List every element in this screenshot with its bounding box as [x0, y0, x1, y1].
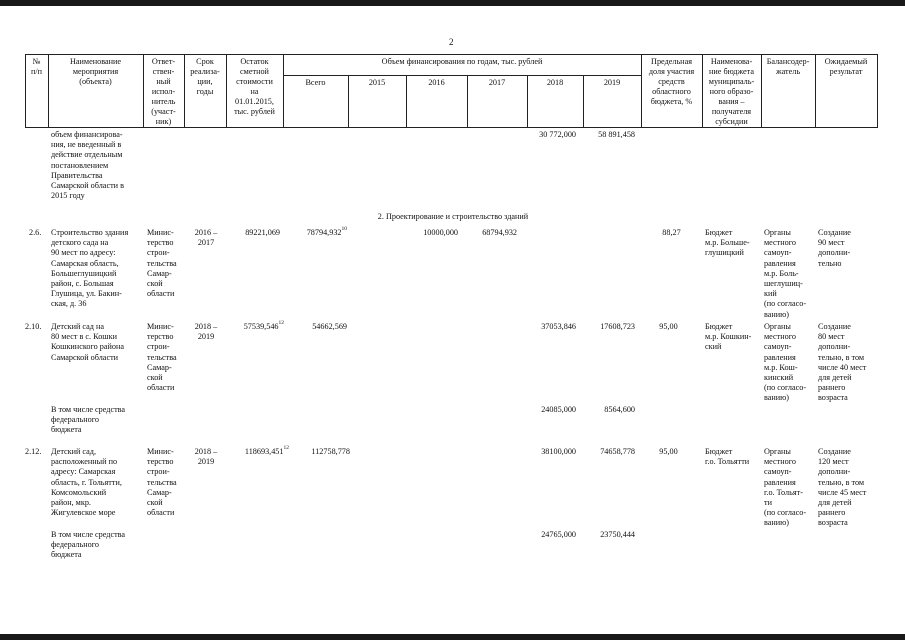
- header-budget: Наименова- ние бюджета муниципаль- ного образо- вания – получателя субсидии: [708, 57, 755, 126]
- cont-2019: 58 891,458: [598, 130, 635, 139]
- row-210-2019: 17608,723: [600, 322, 635, 331]
- row-210-num: 2.10.: [25, 322, 42, 331]
- row-212-budget: Бюджет г.о. Тольятти: [705, 447, 750, 467]
- row-26-limit: 88,27: [662, 228, 681, 237]
- row-26-term: 2016 – 2017: [194, 228, 218, 248]
- row-212-result: Создание 120 мест дополни- тельно, в том числе 45 мест для детей раннего возраста: [818, 447, 867, 528]
- header-remainder: Остаток сметной стоимости на 01.01.2015, тыс. рублей: [234, 57, 275, 116]
- header-2018: 2018: [546, 78, 564, 87]
- row-210-resp: Минис- терство строи- тельства Самар- ской области: [147, 322, 177, 393]
- header-result: Ожидаемый результат: [824, 57, 868, 76]
- row-212-num: 2.12.: [25, 447, 42, 456]
- header-2019: 2019: [603, 78, 621, 87]
- row-26-total: 78794,932$^{10}$: [306, 226, 347, 237]
- header-2016: 2016: [428, 78, 445, 87]
- row-212-fed-2018: 24765,000: [541, 530, 576, 539]
- row-212-resp: Минис- терство строи- тельства Самар- ской области: [147, 447, 177, 518]
- row-26-result: Создание 90 мест дополни- тельно: [818, 228, 851, 268]
- row-212-2018: 38100,000: [541, 447, 576, 456]
- row-26-budget: Бюджет м.р. Больше- глушицкий: [705, 228, 750, 258]
- row-210-fed-2018: 24085,000: [541, 405, 576, 414]
- row-210-result: Создание 80 мест дополни- тельно, в том числе 40 мест для детей раннего возраста: [818, 322, 867, 403]
- row-26-holder: Органы местного самоуп- равления м.р. Боль- шеглушиц- кий (по согласо- ванию): [764, 228, 807, 319]
- row-26-resp: Минис- терство строи- тельства Самар- ской области: [147, 228, 177, 299]
- row-26-total-footnote: 10: [341, 226, 347, 233]
- header-num: № п/п: [30, 57, 43, 76]
- row-26-rest: 89221,069: [245, 228, 280, 237]
- header-name: Наименование мероприятия (объекта): [69, 57, 121, 86]
- row-212-holder: Органы местного самоуп- равления г.о. Тольят- ти (по согласо- ванию): [764, 447, 807, 528]
- row-210-rest-footnote: 12: [278, 320, 284, 327]
- row-210-fed-2019: 8564,600: [604, 405, 635, 414]
- row-210-rest: 57539,546$^{12}$: [243, 320, 284, 331]
- header-limit: Предельная доля участия средств областного бюджета, %: [648, 57, 695, 106]
- row-212-fed-label: В том числе средства федерального бюджета: [51, 530, 126, 560]
- row-210-limit: 95,00: [659, 322, 678, 331]
- row-210-holder: Органы местного самоуп- равления м.р. Кош- кинский (по согласо- ванию): [764, 322, 807, 403]
- header-responsible: Ответ- ствен- ный испол- нитель (участ- ник): [151, 57, 176, 126]
- scan-bottom-border: [0, 634, 905, 640]
- row-212-name: Детский сад, расположенный по адресу: Самарская область, г. Тольятти, Комсомольский район, мкр. Жигулевское море: [51, 447, 122, 518]
- cont-2018: 30 772,000: [539, 130, 576, 139]
- row-210-2018: 37053,846: [541, 322, 576, 331]
- header-volume: Объем финансирования по годам, тыс. рублей: [381, 57, 543, 66]
- row-210-fed-label: В том числе средства федерального бюджета: [51, 405, 126, 435]
- page-number: 2: [449, 37, 454, 47]
- section-title: 2. Проектирование и строительство зданий: [377, 212, 529, 221]
- header-total: Всего: [305, 78, 326, 87]
- header-term: Срок реализа- ции, годы: [190, 57, 220, 96]
- header-2015: 2015: [368, 78, 386, 87]
- cont-name: объем финансирова- ния, не введенный в действие отдельным постановлением Правительства Самарской области в 2015 году: [51, 130, 124, 201]
- row-210-total: 54662,569: [312, 322, 347, 331]
- row-212-fed-2019: 23750,444: [600, 530, 635, 539]
- scan-top-border: [0, 0, 905, 6]
- row-212-rest-footnote: 12: [283, 445, 289, 452]
- row-26-2017: 68794,932: [482, 228, 517, 237]
- row-210-name: Детский сад на 80 мест в с. Кошки Кошкинского района Самарской области: [51, 322, 124, 362]
- row-26-name: Строительство здания детского сада на 90 мест по адресу: Самарская область, Большеглушицкий район, с. Большая Глушица, ул. Бакин- ская, д. 36: [51, 228, 129, 309]
- header-holder: Балансодер- жатель: [766, 57, 810, 76]
- row-210-budget: Бюджет м.р. Кошкин- ский: [705, 322, 752, 352]
- row-26-num: 2.6.: [29, 228, 42, 237]
- row-212-term: 2018 – 2019: [194, 447, 218, 467]
- header-2017: 2017: [488, 78, 506, 87]
- row-212-limit: 95,00: [659, 447, 678, 456]
- row-212-2019: 74658,778: [600, 447, 635, 456]
- row-212-total: 112758,778: [311, 447, 350, 456]
- row-210-term: 2018 – 2019: [194, 322, 218, 342]
- row-26-2016: 10000,000: [423, 228, 458, 237]
- row-212-rest: 118693,451$^{12}$: [244, 445, 289, 456]
